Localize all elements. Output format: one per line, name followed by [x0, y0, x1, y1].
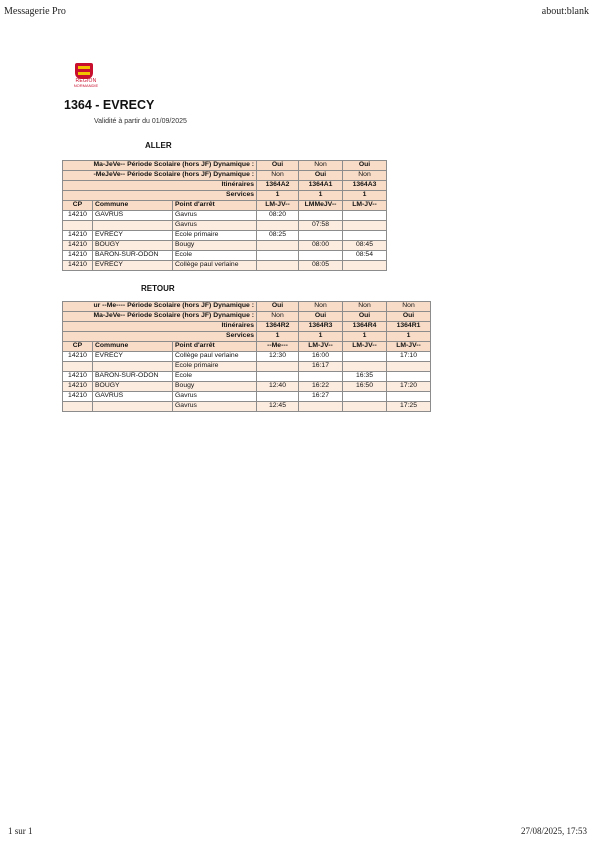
header-row-value: Non	[257, 171, 299, 181]
row-time	[299, 402, 343, 412]
row-stop: Gavrus	[173, 402, 257, 412]
row-time	[343, 231, 387, 241]
row-time: 16:35	[343, 372, 387, 382]
row-stop: Gavrus	[173, 392, 257, 402]
column-header-days: LM-JV--	[387, 342, 431, 352]
header-row-value: Non	[343, 302, 387, 312]
header-row-label: ur --Me---- Période Scolaire (hors JF) Dynamique :	[63, 302, 257, 312]
row-time	[257, 241, 299, 251]
header-row	[63, 181, 429, 191]
header-row	[63, 312, 472, 322]
row-time	[257, 261, 299, 271]
row-commune: GAVRUS	[93, 392, 173, 402]
print-header-url: about:blank	[541, 6, 589, 17]
header-row-value: Non	[299, 302, 343, 312]
row-commune	[93, 221, 173, 231]
print-footer-page: 1 sur 1	[8, 826, 33, 836]
row-cp	[63, 362, 93, 372]
header-row-value: Oui	[299, 312, 343, 322]
header-row-value: Oui	[299, 171, 343, 181]
row-time	[257, 251, 299, 261]
header-row-value: Non	[257, 312, 299, 322]
header-row-label: Services	[63, 191, 257, 201]
row-time	[343, 221, 387, 231]
print-header-title: Messagerie Pro	[4, 6, 66, 17]
row-stop: Collège paul verlaine	[173, 352, 257, 362]
row-stop: Collège paul verlaine	[173, 261, 257, 271]
column-header-cp: CP	[63, 201, 93, 211]
row-time: 08:54	[343, 251, 387, 261]
row-stop: Ecole	[173, 251, 257, 261]
row-time	[387, 392, 431, 402]
row-time: 08:45	[343, 241, 387, 251]
row-time: 08:20	[257, 211, 299, 221]
row-time	[257, 392, 299, 402]
row-commune	[93, 402, 173, 412]
column-header-cp: CP	[63, 342, 93, 352]
row-commune: BARON-SUR-ODON	[93, 372, 173, 382]
row-stop: Ecole primaire	[173, 231, 257, 241]
row-stop: Gavrus	[173, 221, 257, 231]
row-time: 07:58	[299, 221, 343, 231]
row-cp	[63, 402, 93, 412]
header-row-value: 1	[343, 332, 387, 342]
table-row	[63, 211, 429, 221]
row-cp: 14210	[63, 352, 93, 362]
row-cp: 14210	[63, 231, 93, 241]
header-row-value: Oui	[343, 312, 387, 322]
column-header-commune: Commune	[93, 201, 173, 211]
row-time: 12:40	[257, 382, 299, 392]
row-cp: 14210	[63, 392, 93, 402]
column-header-stop: Point d'arrêt	[173, 342, 257, 352]
header-row-label: Itinéraires	[63, 181, 257, 191]
row-commune: EVRECY	[93, 352, 173, 362]
header-row-value: 1	[387, 332, 431, 342]
row-time	[299, 211, 343, 221]
page-title: 1364 - EVRECY	[64, 98, 155, 112]
table-row	[63, 251, 429, 261]
header-row-value: 1364R4	[343, 322, 387, 332]
header-row-value: Non	[387, 302, 431, 312]
header-row-value: 1364R3	[299, 322, 343, 332]
row-time	[343, 261, 387, 271]
table-row	[63, 392, 472, 402]
row-time	[343, 392, 387, 402]
row-stop: Bougy	[173, 241, 257, 251]
header-row	[63, 332, 472, 342]
header-row-value: Non	[299, 161, 343, 171]
header-row	[63, 191, 429, 201]
header-row-label: Itinéraires	[63, 322, 257, 332]
row-time	[299, 231, 343, 241]
table-row	[63, 362, 472, 372]
row-time: 08:05	[299, 261, 343, 271]
row-stop: Gavrus	[173, 211, 257, 221]
header-row-value: 1	[343, 191, 387, 201]
row-cp: 14210	[63, 241, 93, 251]
row-time: 12:45	[257, 402, 299, 412]
table-row	[63, 402, 472, 412]
row-stop: Ecole primaire	[173, 362, 257, 372]
header-row-label: -MeJeVe-- Période Scolaire (hors JF) Dynamique :	[63, 171, 257, 181]
row-time: 17:20	[387, 382, 431, 392]
row-commune: BARON-SUR-ODON	[93, 251, 173, 261]
row-time: 17:10	[387, 352, 431, 362]
row-commune: EVRECY	[93, 231, 173, 241]
header-row-value: 1	[299, 191, 343, 201]
row-time: 16:17	[299, 362, 343, 372]
header-row-value: Oui	[343, 161, 387, 171]
column-header-row	[63, 342, 472, 352]
print-footer-datetime: 27/08/2025, 17:53	[520, 826, 587, 836]
column-header-days: LM-JV--	[343, 201, 387, 211]
column-header-days: LM-JV--	[257, 201, 299, 211]
header-row-value: 1364A1	[299, 181, 343, 191]
row-commune: EVRECY	[93, 261, 173, 271]
row-commune: BOUGY	[93, 241, 173, 251]
header-row-label: Services	[63, 332, 257, 342]
table-row	[63, 261, 429, 271]
header-row-value: 1364R1	[387, 322, 431, 332]
section-retour-label: RETOUR	[141, 284, 175, 293]
logo-text-normandie: NORMANDIE	[73, 83, 99, 88]
column-header-row	[63, 201, 429, 211]
table-row	[63, 352, 472, 362]
row-commune: GAVRUS	[93, 211, 173, 221]
header-row-value: Oui	[387, 312, 431, 322]
table-row	[63, 382, 472, 392]
row-cp: 14210	[63, 251, 93, 261]
row-stop: Bougy	[173, 382, 257, 392]
header-row	[63, 171, 429, 181]
column-header-days: LM-JV--	[299, 342, 343, 352]
column-header-stop: Point d'arrêt	[173, 201, 257, 211]
row-time	[257, 372, 299, 382]
column-header-days: --Me---	[257, 342, 299, 352]
header-row-value: Non	[343, 171, 387, 181]
row-time	[387, 372, 431, 382]
row-time: 12:30	[257, 352, 299, 362]
validity-date: Validité à partir du 01/09/2025	[94, 118, 187, 125]
region-normandie-logo	[70, 63, 102, 89]
section-aller-label: ALLER	[145, 141, 172, 150]
header-row-label: Ma-JeVe-- Période Scolaire (hors JF) Dynamique :	[63, 312, 257, 322]
row-commune: BOUGY	[93, 382, 173, 392]
table-row	[63, 372, 472, 382]
row-time: 16:27	[299, 392, 343, 402]
row-commune	[93, 362, 173, 372]
row-time: 17:25	[387, 402, 431, 412]
row-time: 08:00	[299, 241, 343, 251]
row-cp: 14210	[63, 261, 93, 271]
table-row	[63, 231, 429, 241]
header-row-value: 1	[299, 332, 343, 342]
header-row-label: Ma-JeVe-- Période Scolaire (hors JF) Dynamique :	[63, 161, 257, 171]
row-time	[257, 221, 299, 231]
row-time	[343, 352, 387, 362]
header-row	[63, 322, 472, 332]
header-row-value: Oui	[257, 161, 299, 171]
header-row	[63, 161, 429, 171]
row-time: 16:50	[343, 382, 387, 392]
column-header-commune: Commune	[93, 342, 173, 352]
table-row	[63, 221, 429, 231]
header-row-value: 1364R2	[257, 322, 299, 332]
row-cp: 14210	[63, 211, 93, 221]
aller-timetable	[62, 160, 429, 271]
row-cp	[63, 221, 93, 231]
row-time	[343, 402, 387, 412]
header-row-value: 1	[257, 191, 299, 201]
header-row-value: 1364A2	[257, 181, 299, 191]
row-time	[257, 362, 299, 372]
table-row	[63, 241, 429, 251]
row-time	[343, 211, 387, 221]
row-stop: Ecole	[173, 372, 257, 382]
header-row-value: 1	[257, 332, 299, 342]
retour-timetable	[62, 301, 472, 412]
row-time	[343, 362, 387, 372]
header-row	[63, 302, 472, 312]
row-time	[299, 251, 343, 261]
column-header-days: LM-JV--	[343, 342, 387, 352]
row-cp: 14210	[63, 372, 93, 382]
logo-text-region: RÉGION	[75, 78, 97, 84]
row-time: 08:25	[257, 231, 299, 241]
row-time: 16:22	[299, 382, 343, 392]
column-header-days: LMMeJV--	[299, 201, 343, 211]
header-row-value: Oui	[257, 302, 299, 312]
row-time: 16:00	[299, 352, 343, 362]
row-cp: 14210	[63, 382, 93, 392]
header-row-value: 1364A3	[343, 181, 387, 191]
row-time	[299, 372, 343, 382]
row-time	[387, 362, 431, 372]
